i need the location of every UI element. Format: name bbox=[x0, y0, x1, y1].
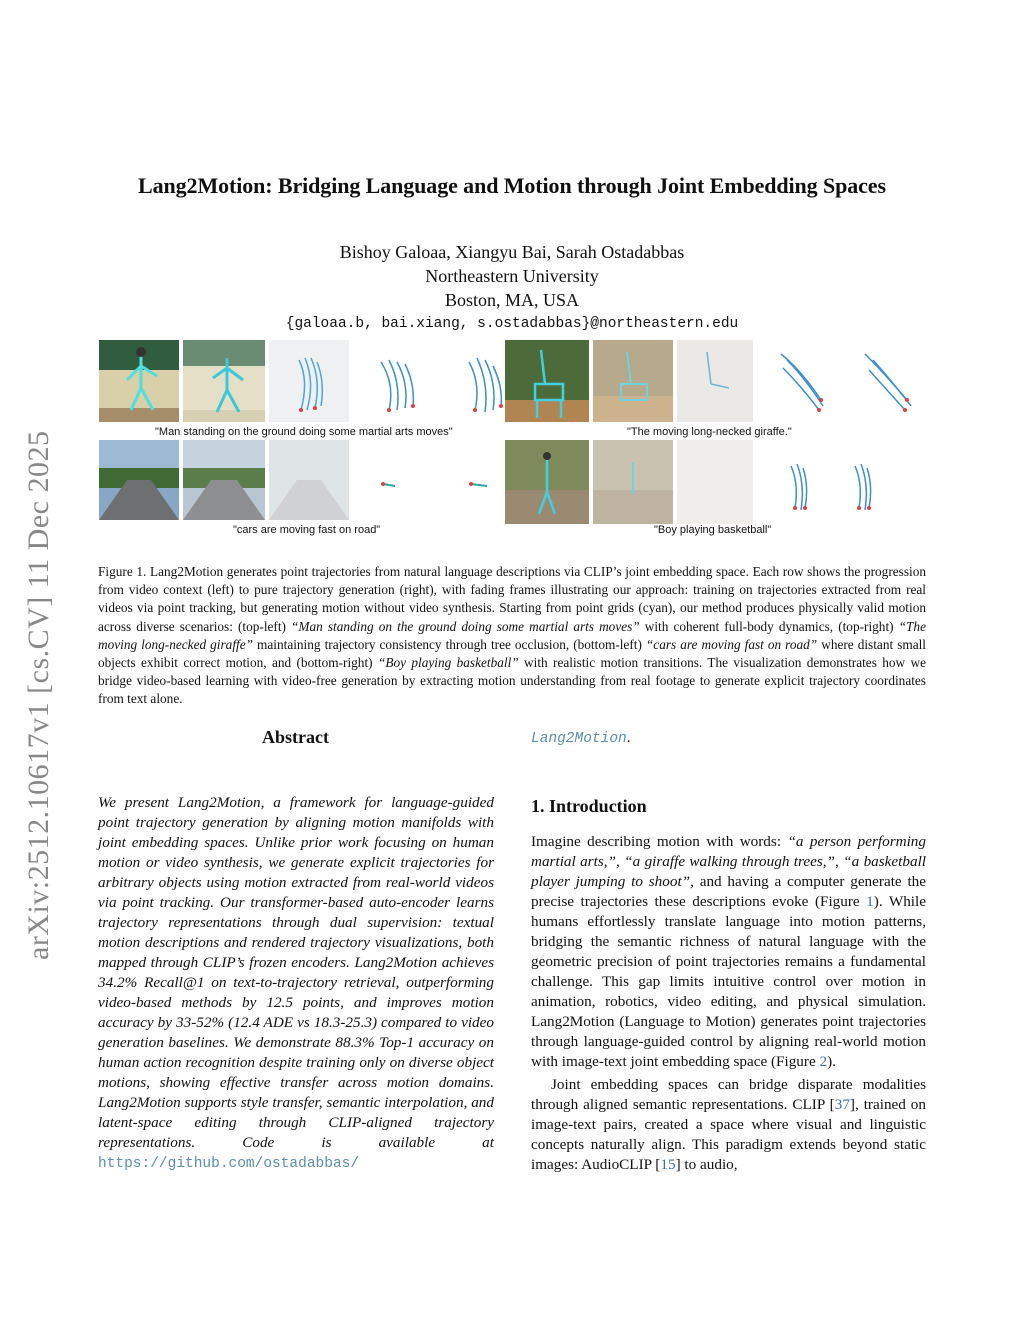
intro-quote: “a person performing martial arts,” bbox=[531, 833, 926, 870]
introduction-heading: 1. Introduction bbox=[531, 796, 647, 816]
caption-text: with coherent full-body dynamics, (top-right) bbox=[639, 618, 899, 634]
caption-quote: “The moving long-necked giraffe” bbox=[98, 618, 926, 652]
abstract-body bbox=[98, 793, 494, 1174]
frame-basketball-3 bbox=[677, 440, 753, 524]
intro-text: Joint embedding spaces can bridge disparate modalities through aligned semantic representations. CLIP [ bbox=[531, 1076, 926, 1113]
frame-basketball-1 bbox=[505, 440, 589, 524]
intro-text: ] to audio, bbox=[675, 1156, 738, 1173]
frame-basketball-2 bbox=[593, 440, 673, 524]
caption-text: with realistic motion transitions. The visualization demonstrates how we bridge video-based learning with video-free generation by extracting motion understanding from real footage to generate explicit trajectory coordinates from text alone. bbox=[98, 655, 926, 707]
caption-text: Figure 1. Lang2Motion generates point trajectories from natural language descriptions via CLIP’s joint embedding space. Each row shows the progression from video context (left) to pure trajectory generation (right), with fading frames illustrating our approach: training on trajectories extracted from real videos via point tracking, but generating motion without video synthesis. Starting from point grids (cyan), our method produces physically valid motion across diverse scenarios: (top-left) bbox=[98, 564, 926, 634]
citation-ref-15[interactable]: 15 bbox=[660, 1156, 676, 1173]
frame-giraffe-3 bbox=[677, 340, 753, 422]
caption-quote: “Boy playing basketball” bbox=[377, 655, 519, 671]
intro-text: , bbox=[615, 853, 625, 870]
author-block bbox=[0, 240, 1024, 312]
frame-giraffe-4 bbox=[761, 340, 841, 422]
caption-top-left: "Man standing on the ground doing some martial arts moves" bbox=[155, 426, 453, 438]
affiliation: Northeastern University bbox=[425, 266, 599, 286]
period: . bbox=[626, 730, 631, 746]
caption-top-right: "The moving long-necked giraffe." bbox=[627, 426, 792, 438]
frame-giraffe-2 bbox=[593, 340, 673, 422]
intro-paragraph-1 bbox=[531, 832, 926, 1072]
frame-cars-3 bbox=[269, 440, 349, 520]
caption-quote: “Man standing on the ground doing some martial arts moves” bbox=[291, 618, 640, 634]
intro-quote: “a basketball player jumping to shoot” bbox=[531, 853, 927, 890]
figure-ref-2[interactable]: 2 bbox=[819, 1053, 828, 1070]
caption-text: where distant small objects exhibit correct motion, and (bottom-right) bbox=[98, 636, 927, 671]
intro-quote: “a giraffe walking through trees,” bbox=[624, 853, 835, 870]
intro-text: Imagine describing motion with words: bbox=[531, 833, 788, 850]
frame-basketball-5 bbox=[845, 440, 925, 524]
caption-bottom-left: "cars are moving fast on road" bbox=[233, 524, 381, 536]
frame-basketball-4 bbox=[761, 440, 841, 524]
frame-giraffe-1 bbox=[505, 340, 589, 422]
abstract-text: We present Lang2Motion, a framework for language-guided point trajectory generation by aligning motion manifolds with joint embedding spaces. Unlike prior work focusing on human motion or video synthesis, we generate explicit trajectories for arbitrary objects using motion extracted from real-world videos via point tracking. Our transformer-based auto-encoder learns trajectory representations through dual supervision: textual motion descriptions and rendered trajectory visualizations, both mapped through CLIP’s frozen encoders. Lang2Motion achieves 34.2% Recall@1 on text-to-trajectory retrieval, outperforming video-based methods by 12.5 points, and improves motion accuracy by 33-52% (12.4 ADE vs 18.3-25.3) compared to video generation baselines. We demonstrate 88.3% Top-1 accuracy on human action recognition despite training only on diverse object motions, showing effective transfer across motion domains. Lang2Motion supports style transfer, semantic interpolation, and latent-space editing through CLIP-aligned trajectory representations. Code is available at bbox=[98, 794, 494, 1151]
intro-text: ], trained on image-text pairs, created a space where visual and linguistic concepts naturally align. This paradigm extends beyond static images: AudioCLIP [ bbox=[531, 1096, 926, 1173]
caption-quote: “cars are moving fast on road” bbox=[645, 636, 818, 652]
abstract-heading: Abstract bbox=[262, 727, 329, 747]
figure-1 bbox=[99, 340, 925, 540]
intro-text: , bbox=[835, 853, 844, 870]
figure-ref-1[interactable]: 1 bbox=[866, 893, 874, 910]
frame-giraffe-5 bbox=[845, 340, 925, 422]
citation-ref-37[interactable]: 37 bbox=[834, 1096, 850, 1113]
code-link-tail[interactable]: Lang2Motion bbox=[531, 731, 627, 747]
frame-cars-4 bbox=[361, 440, 441, 520]
intro-paragraph-2 bbox=[531, 1075, 926, 1175]
location: Boston, MA, USA bbox=[444, 290, 580, 310]
frame-cars-2 bbox=[183, 440, 265, 520]
intro-text: ). bbox=[827, 1053, 836, 1070]
introduction-body bbox=[531, 832, 926, 1175]
caption-text: maintaining trajectory consistency through tree occlusion, (bottom-left) bbox=[253, 636, 646, 652]
frame-martial-3 bbox=[269, 340, 349, 422]
code-link[interactable]: https://github.com/ostadabbas/ bbox=[98, 1156, 360, 1172]
intro-text: , and having a computer generate the precise trajectories these descriptions evoke (Figure bbox=[531, 873, 926, 910]
intro-text: ). While humans effortlessly translate language into motion patterns, bridging the semantic richness of natural language with the geometric precision of point trajectories remains a fundamental challenge. This gap limits intuitive control over motion in animation, robotics, video editing, and physical simulation. Lang2Motion (Language to Motion) generates point trajectories through language-guided control by aligning real-world motion with image-text joint embedding space (Figure bbox=[531, 893, 926, 1070]
frame-martial-4 bbox=[361, 340, 441, 422]
frame-cars-1 bbox=[99, 440, 179, 520]
code-link-continued[interactable] bbox=[531, 730, 630, 747]
author-email[interactable]: {galoaa.b, bai.xiang, s.ostadabbas}@northeastern.edu bbox=[285, 316, 739, 332]
frame-martial-2 bbox=[183, 340, 265, 422]
frame-martial-1 bbox=[99, 340, 179, 422]
caption-bottom-right: "Boy playing basketball" bbox=[654, 524, 772, 536]
paper-title: Lang2Motion: Bridging Language and Motion through Joint Embedding Spaces bbox=[138, 173, 886, 198]
figure-1-caption bbox=[98, 563, 926, 709]
arxiv-stamp: arXiv:2512.10617v1 [cs.CV] 11 Dec 2025 bbox=[22, 430, 55, 960]
authors: Bishoy Galoaa, Xiangyu Bai, Sarah Ostadabbas bbox=[339, 242, 685, 262]
